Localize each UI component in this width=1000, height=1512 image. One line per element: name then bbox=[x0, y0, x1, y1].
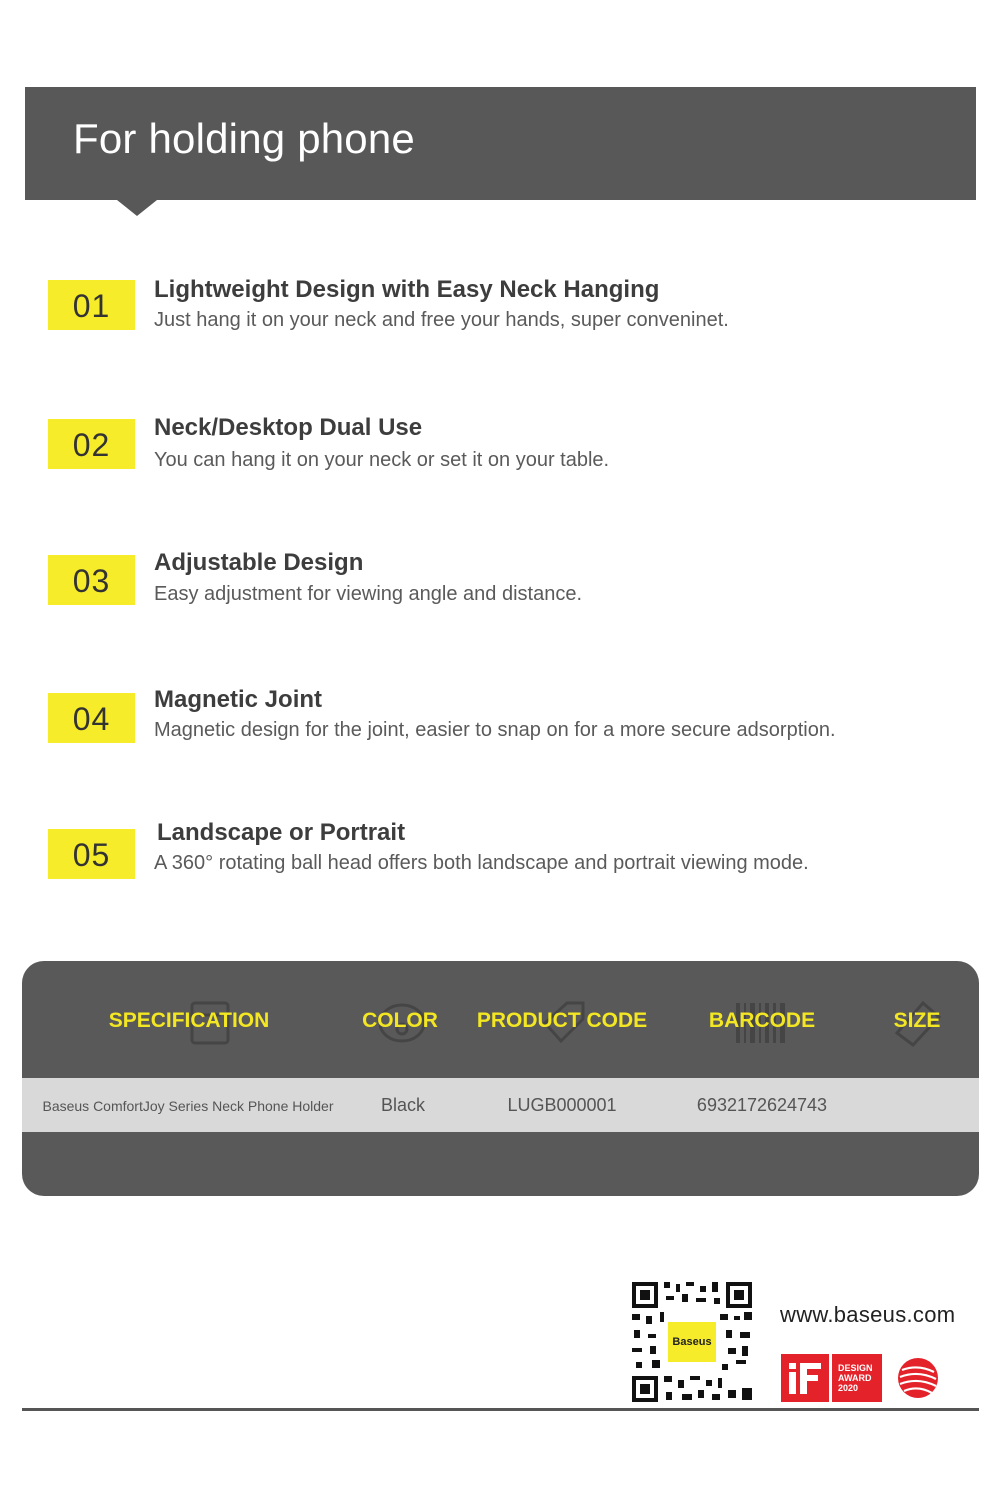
footer-divider bbox=[22, 1408, 979, 1411]
banner-pointer bbox=[117, 200, 157, 216]
header-size: SIZE bbox=[893, 1009, 941, 1032]
feature-item-2 bbox=[48, 414, 968, 499]
cell-product-code: LUGB000001 bbox=[507, 1095, 617, 1115]
page-title: For holding phone bbox=[73, 115, 415, 162]
header-barcode: BARCODE bbox=[708, 1009, 816, 1032]
feature-item-3 bbox=[48, 549, 968, 635]
feature-number-badge: 02 bbox=[48, 419, 135, 469]
award-line-1: DESIGN bbox=[838, 1363, 873, 1373]
red-dot-award-icon bbox=[896, 1356, 940, 1400]
feature-title: Landscape or Portrait bbox=[157, 819, 406, 846]
award-line-2: AWARD bbox=[838, 1373, 872, 1383]
design-award-badge bbox=[832, 1354, 882, 1402]
feature-description: Magnetic design for the joint, easier to snap on for a more secure adsorption. bbox=[154, 719, 836, 741]
feature-item-4 bbox=[48, 686, 968, 773]
feature-item-5 bbox=[48, 819, 968, 909]
feature-title: Lightweight Design with Easy Neck Hanging bbox=[154, 276, 660, 303]
feature-description: Just hang it on your neck and free your hands, super conveninet. bbox=[154, 309, 729, 331]
header-color: COLOR bbox=[362, 1009, 438, 1032]
cell-specification: Baseus ComfortJoy Series Neck Phone Holder bbox=[42, 1098, 334, 1114]
brand-logo: Baseus bbox=[666, 1320, 718, 1364]
feature-title: Neck/Desktop Dual Use bbox=[154, 414, 423, 441]
specification-table bbox=[22, 961, 979, 1196]
cell-barcode: 6932172624743 bbox=[696, 1095, 828, 1115]
feature-number-badge: 01 bbox=[48, 280, 135, 330]
feature-item-1 bbox=[48, 276, 968, 360]
award-line-3: 2020 bbox=[838, 1383, 859, 1393]
feature-description: You can hang it on your neck or set it on your table. bbox=[154, 449, 610, 471]
feature-title: Adjustable Design bbox=[154, 549, 364, 576]
if-design-award-icon bbox=[781, 1354, 829, 1402]
cell-color: Black bbox=[380, 1095, 426, 1115]
table-row bbox=[22, 1078, 979, 1132]
header-product-code: PRODUCT CODE bbox=[476, 1009, 648, 1032]
header-banner bbox=[25, 87, 976, 200]
feature-number-badge: 04 bbox=[48, 693, 135, 743]
feature-description: A 360° rotating ball head offers both landscape and portrait viewing mode. bbox=[154, 852, 809, 874]
table-header bbox=[22, 961, 979, 1078]
feature-description: Easy adjustment for viewing angle and distance. bbox=[154, 583, 583, 605]
website-link[interactable]: www.baseus.com bbox=[780, 1302, 956, 1327]
feature-number-badge: 05 bbox=[48, 829, 135, 879]
header-specification: SPECIFICATION bbox=[108, 1009, 270, 1032]
feature-number-badge: 03 bbox=[48, 555, 135, 605]
feature-title: Magnetic Joint bbox=[154, 686, 323, 713]
